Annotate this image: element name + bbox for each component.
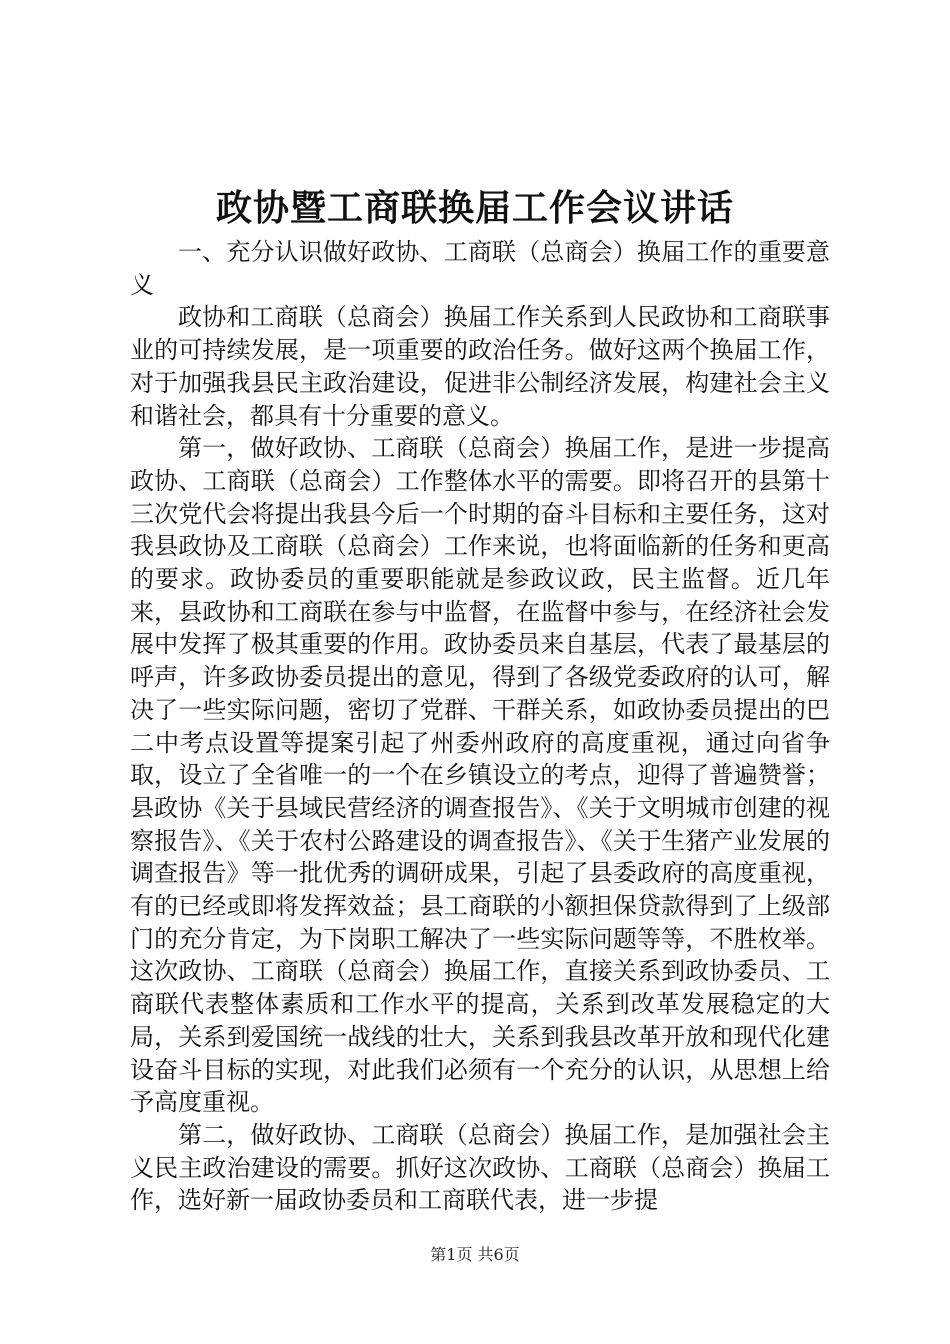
page-title: 政协暨工商联换届工作会议讲话 <box>215 187 734 229</box>
page-number: 第1页 共6页 <box>430 1245 520 1264</box>
paragraph: 第一，做好政协、工商联（总商会）换届工作，是进一步提高政协、工商联（总商会）工作整体水平的需要。即将召开的县第十三次党代会将提出我县今后一个时期的奋斗目标和主要任务，这对我县政协及工商联（总商会）工作来说，也将面临新的任务和更高的要求。政协委员的重要职能就是参政议政，民主监督。近几年来，县政协和工商联在参与中监督，在监督中参与，在经济社会发展中发挥了极其重要的作用。政协委员来自基层，代表了最基层的呼声，许多政协委员提出的意见，得到了各级党委政府的认可，解决了一些实际问题，密切了党群、干群关系，如政协委员提出的巴二中考点设置等提案引起了州委州政府的高度重视，通过向省争取，设立了全省唯一的一个在乡镇设立的考点，迎得了普遍赞誉；县政协《关于县域民营经济的调查报告》、《关于文明城市创建的视察报告》、《关于农村公路建设的调查报告》、《关于生猪产业发展的调查报告》等一批优秀的调研成果，引起了县委政府的高度重视，有的已经或即将发挥效益；县工商联的小额担保贷款得到了上级部门的充分肯定，为下岗职工解决了一些实际问题等等，不胜枚举。这次政协、工商联（总商会）换届工作，直接关系到政协委员、工商联代表整体素质和工作水平的提高，关系到改革发展稳定的大局，关系到爱国统一战线的壮大，关系到我县改革开放和现代化建设奋斗目标的实现，对此我们必须有一个充分的认识，从思想上给予高度重视。 <box>130 434 830 1117</box>
document-body <box>130 236 830 1217</box>
paragraph: 政协和工商联（总商会）换届工作关系到人民政协和工商联事业的可持续发展，是一项重要的政治任务。做好这两个换届工作，对于加强我县民主政治建设，促进非公制经济发展，构建社会主义和谐社会，都具有十分重要的意义。 <box>130 303 830 430</box>
paragraph: 第二，做好政协、工商联（总商会）换届工作，是加强社会主义民主政治建设的需要。抓好这次政协、工商联（总商会）换届工作，选好新一届政协委员和工商联代表，进一步提 <box>130 1120 830 1215</box>
paragraph: 一、充分认识做好政协、工商联（总商会）换届工作的重要意义 <box>130 238 830 299</box>
